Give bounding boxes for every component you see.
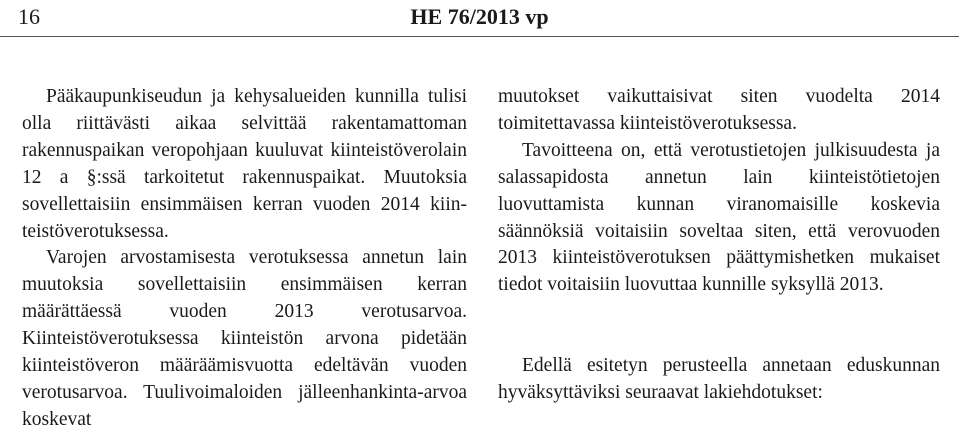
right-paragraph-1: muutokset vaikuttaisivat siten vuodelta 2014 toimitettavassa kiinteistöverotuksessa. [498, 86, 940, 134]
paragraph-spacer [498, 299, 940, 353]
left-paragraph-1: Pääkaupunkiseudun ja kehysalueiden kunnilla tulisi olla riittävästi aikaa selvittää rakentamattoman rakennuspaikan veropohjaan kuuluvat kiinteistöverolain 12 a §:ssä tarkoitetut rakennuspaikat. Muutoksia sovellettaisiin ensimmäisen kerran vuoden 2014 kiinteistöverotuksessa. [22, 86, 467, 242]
header-divider [0, 36, 959, 37]
right-paragraph-3: Edellä esitetyn perusteella annetaan eduskunnan hyväksyttäviksi seuraavat lakiehdotukset: [498, 355, 940, 404]
left-column [22, 84, 467, 434]
left-paragraph-2: Varojen arvostamisesta verotuksessa annetun lain muutoksia sovellettaisiin ensimmäisen kerran määrättäessä vuoden 2013 verotusarvoa. Kiinteistöverotuksessa kiinteistön arvona pidetään kiinteistöveron määräämisvuotta edeltävän vuoden verotusarvoa. Tuulivoimaloiden jälleenhankinta-arvoa koskevat [22, 247, 467, 430]
right-paragraph-2: Tavoitteena on, että verotustietojen julkisuudesta ja salassapidosta annetun lain kiinteistötietojen luovuttamista kunnan viranomaisille koskevia säännöksiä voitaisiin soveltaa siten, että verovuoden 2013 kiinteistöverotuksen päättymishetken mukaiset tiedot voitaisiin luovuttaa kunnille syksyllä 2013. [498, 139, 940, 296]
page-number: 16 [18, 4, 40, 29]
document-title: HE 76/2013 vp [410, 4, 549, 29]
right-column [498, 84, 940, 407]
